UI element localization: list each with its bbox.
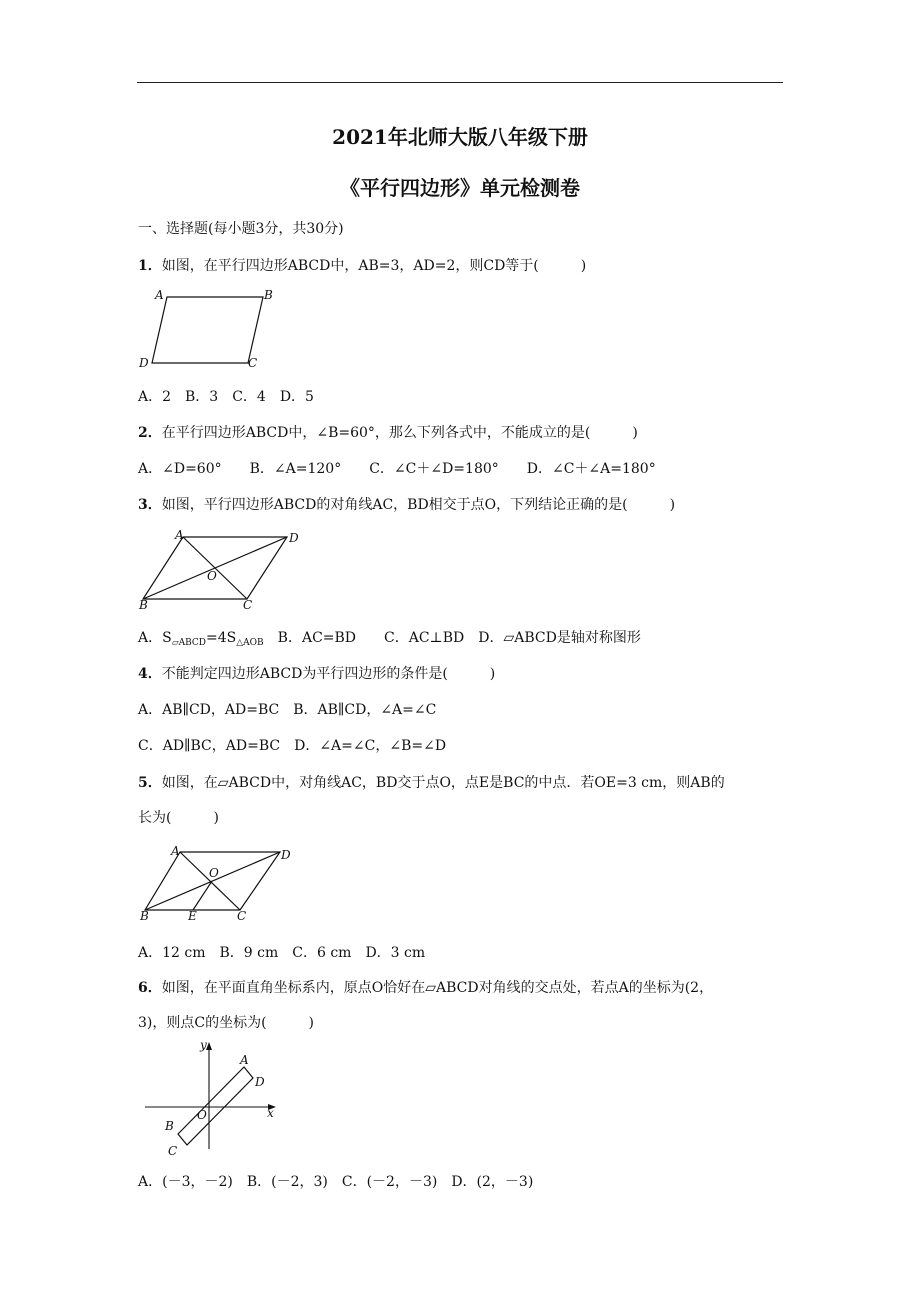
figure-coordinate-plane-q6 [140, 1037, 285, 1162]
option-a-subscript-1: ▱ABCD [171, 638, 207, 648]
vertex-label-c: C [168, 1144, 178, 1158]
center-label-o: O [209, 866, 219, 880]
vertex-label-b: B [139, 598, 148, 612]
vertex-label-d: D [289, 531, 299, 545]
vertex-label-a: A [155, 288, 164, 302]
center-label-o: O [207, 569, 217, 583]
question-4-number: 4． [138, 666, 162, 682]
midpoint-label-e: E [188, 909, 197, 923]
question-5-text-cont: 长为( ) [138, 810, 219, 826]
diagonal-bd [143, 537, 287, 599]
options-bcd: B．AC=BD C．AC⊥BD D．▱ABCD是轴对称图形 [263, 630, 641, 646]
question-5-number: 5． [138, 775, 162, 791]
page-title: 2021年北师大版八年级下册 [332, 125, 588, 149]
vertex-label-b: B [165, 1119, 174, 1133]
vertex-label-c: C [243, 598, 253, 612]
figure-parallelogram-q1 [135, 285, 285, 370]
vertex-label-d: D [139, 356, 149, 370]
question-1-text: 如图，在平行四边形ABCD中，AB=3，AD=2，则CD等于( ) [161, 258, 587, 274]
parallelogram-shape [152, 297, 263, 363]
question-6-text-cont: 3)，则点C的坐标为( ) [138, 1015, 315, 1031]
vertex-label-d: D [281, 848, 291, 862]
question-4-options-2: C．AD∥BC，AD=BC D．∠A=∠C，∠B=∠D [138, 738, 447, 754]
header-rule [137, 82, 783, 83]
vertex-label-a: A [171, 844, 180, 858]
question-2-number: 2． [138, 425, 162, 441]
question-2-text: 在平行四边形ABCD中，∠B=60°，那么下列各式中，不能成立的是( ) [161, 425, 638, 441]
question-5-options: A．12 cm B．9 cm C．6 cm D．3 cm [138, 945, 426, 961]
vertex-label-c: C [248, 356, 258, 370]
diagonal-ac [180, 852, 240, 910]
vertex-label-b: B [140, 909, 149, 923]
figure-parallelogram-q5 [135, 840, 310, 925]
question-3-number: 3． [138, 497, 162, 513]
question-5 [138, 772, 725, 792]
option-a-middle: =4S [206, 630, 237, 646]
option-a-subscript-2: △AOB [236, 638, 264, 648]
question-1 [138, 255, 586, 275]
option-a-prefix: A．S [138, 630, 172, 646]
question-1-options: A．2 B．3 C．4 D．5 [138, 389, 314, 405]
question-2-options: A．∠D=60° B．∠A=120° C．∠C＋∠D=180° D．∠C＋∠A=180° [138, 461, 656, 477]
question-1-number: 1． [138, 258, 162, 274]
y-axis-arrow [206, 1042, 212, 1050]
question-6 [138, 977, 713, 997]
x-axis-label: x [267, 1106, 274, 1120]
question-2 [138, 422, 638, 442]
question-3-text: 如图，平行四边形ABCD的对角线AC，BD相交于点O，下列结论正确的是( ) [161, 497, 676, 513]
question-3 [138, 494, 675, 514]
y-axis-label: y [200, 1038, 207, 1052]
vertex-label-b: B [264, 288, 273, 302]
figure-parallelogram-q3 [135, 525, 310, 615]
section-heading: 一、选择题(每小题3分，共30分) [138, 221, 344, 237]
question-5-text: 如图，在▱ABCD中，对角线AC，BD交于点O，点E是BC的中点．若OE=3 cm，则AB的 [161, 775, 725, 791]
question-4-text: 不能判定四边形ABCD为平行四边形的条件是( ) [161, 666, 496, 682]
question-4 [138, 663, 495, 683]
vertex-label-a: A [240, 1053, 249, 1067]
question-6-number: 6． [138, 980, 162, 996]
vertex-label-c: C [237, 909, 247, 923]
vertex-label-a: A [175, 528, 184, 542]
question-6-text: 如图，在平面直角坐标系内，原点O恰好在▱ABCD对角线的交点处，若点A的坐标为(2， [161, 980, 714, 996]
page-subtitle: 《平行四边形》单元检测卷 [340, 176, 580, 200]
question-6-options: A．(－3，－2) B．(－2，3) C．(－2，－3) D．(2，－3) [138, 1174, 534, 1190]
question-3-options [138, 627, 641, 648]
question-4-options-1: A．AB∥CD，AD=BC B．AB∥CD，∠A=∠C [138, 702, 437, 718]
parallelogram-shape [178, 1067, 253, 1145]
vertex-label-d: D [255, 1075, 265, 1089]
origin-label-o: O [197, 1108, 207, 1122]
